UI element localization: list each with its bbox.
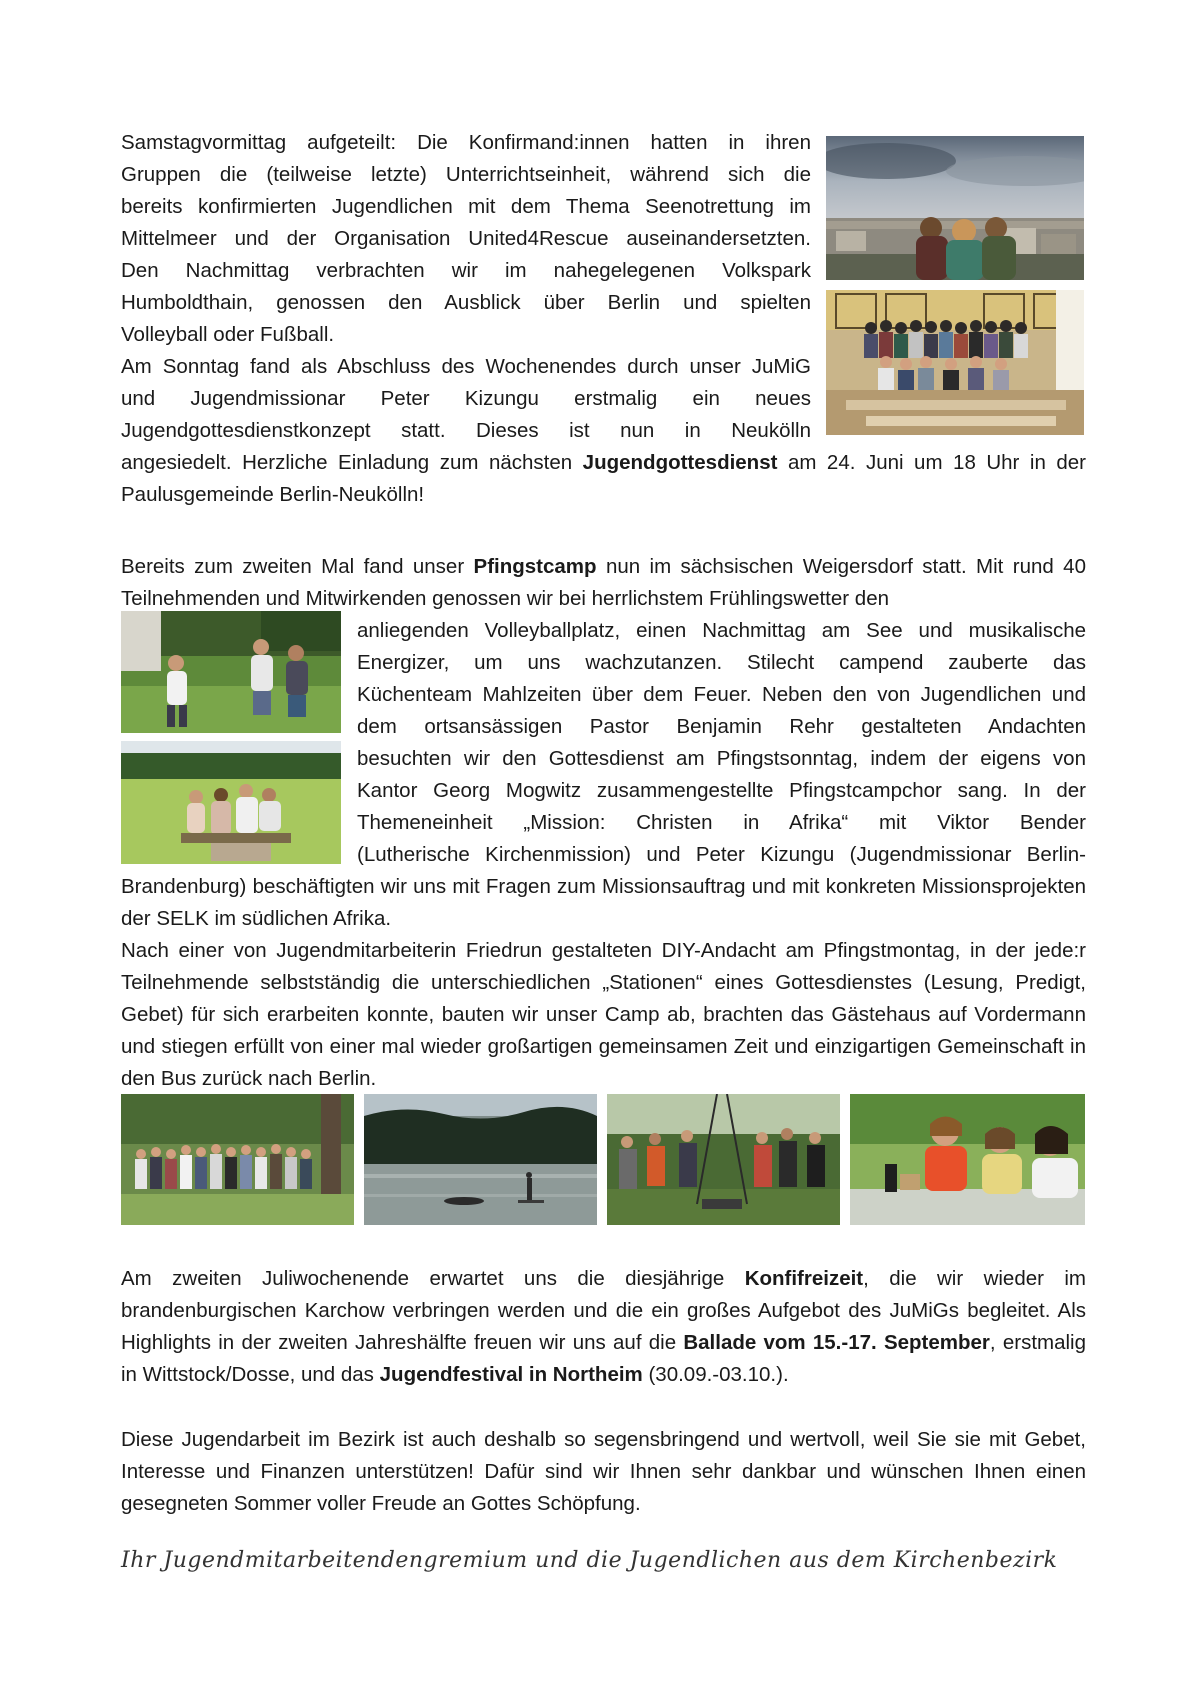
section-outlook [121,1263,1086,1391]
ballade-highlight: Ballade vom 15.-17. September [683,1331,990,1354]
photo-campfire-cooking [607,1094,840,1225]
wrapped-text-block [121,127,811,447]
paragraph: Nach einer von Jugendmitarbeiterin Friedrun gestalteten DIY-Andacht am Pfingstmontag, in der jede:r Teilnehmende selbstständig die unterschiedlichen „Stationen“ eines Gottesdienstes (Lesung, Predigt, Gebet) für sich erarbeiten konnte, bauten wir unser Camp ab, brachten das Gästehaus auf Vordermann und stiegen erfüllt von einer mal wieder großartigen gemeinsamen Zeit und einzigartigen Gemeinschaft in den Bus zurück nach Berlin. [121,939,1086,1090]
text-line: Humboldthain, genossen den Ausblick über Berlin und spielten [121,291,811,314]
text-line: Themeneinheit „Mission: Christen in Afrika“ mit Viktor Bender [357,811,1086,834]
text-line: Gruppen die (teilweise letzte) Unterrichtseinheit, während sich die [121,163,811,186]
text-line: Jugendgottesdienstkonzept statt. Dieses ist nun in Neukölln [121,419,811,442]
text-line: Kantor Georg Mogwitz zusammengestellte Pfingstcampchor sang. In der [357,779,1086,802]
text-line: Am Sonntag fand als Abschluss des Wochenendes durch unser JuMiG [121,355,811,378]
photo-kitchen-team [850,1094,1085,1225]
konfifreizeit-highlight: Konfifreizeit [744,1267,864,1290]
photo-group-church [826,290,1084,435]
photo-lake-paddle [364,1094,597,1225]
text-line: besuchten wir den Gottesdienst am Pfingstsonntag, indem der eigens von [357,747,1086,770]
section-thanks [121,1424,1086,1520]
pfingstcamp-highlight: Pfingstcamp [473,555,597,578]
photo-berlin-view [826,136,1084,280]
jugendgottesdienst-highlight: Jugendgottesdienst [582,451,778,474]
text-line: und Jugendmissionar Peter Kizungu erstmalig ein neues [121,387,811,410]
text-line: anliegenden Volleyballplatz, einen Nachmittag am See und musikalische [357,619,1086,642]
jugendfestival-highlight: Jugendfestival in Northeim [379,1363,643,1386]
signature: Ihr Jugendmitarbeitendengremium und die Jugendlichen aus dem Kirchenbezirk [121,1548,1058,1573]
pfingstcamp-intro: Bereits zum zweiten Mal fand unser Pfingstcamp nun im sächsischen Weigersdorf statt. Mit rund 40 Teilnehmenden und Mitwirkenden genossen wir bei herrlichstem Frühlingswetter den [121,555,1086,610]
photo-volleyball [121,611,341,733]
text-line: (Lutherische Kirchenmission) und Peter Kizungu (Jugendmissionar Berlin- [357,843,1086,866]
text-line: bereits konfirmierten Jugendlichen mit dem Thema Seenotrettung im [121,195,811,218]
paragraph: Brandenburg) beschäftigten wir uns mit Fragen zum Missionsauftrag und mit konkreten Missionsprojekten der SELK im südlichen Afrika. [121,875,1086,930]
text-line: Samstagvormittag aufgeteilt: Die Konfirmand:innen hatten in ihren [121,131,811,154]
thanks-paragraph: Diese Jugendarbeit im Bezirk ist auch deshalb so segensbringend und wertvoll, weil Sie sie mit Gebet, Interesse und Finanzen unterstützen! Dafür sind wir Ihnen sehr dankbar und wünschen Ihnen einen gesegneten Sommer voller Freude an Gottes Schöpfung. [121,1428,1086,1515]
text-line: Volleyball oder Fußball. [121,323,335,346]
text-line: Küchenteam Mahlzeiten über dem Feuer. Neben den von Jugendlichen und [357,683,1086,706]
text-line: dem ortsansässigen Pastor Benjamin Rehr gestalteten Andachten [357,715,1086,738]
text-line: Den Nachmittag verbrachten wir im nahegelegenen Volkspark [121,259,811,282]
text-line: Energizer, um uns wachzutanzen. Stilecht campend zauberte das [357,651,1086,674]
text-line: Mittelmeer und der Organisation United4Rescue auseinandersetzten. [121,227,811,250]
photo-camp-group [121,1094,354,1225]
photo-meadow-group [121,741,341,864]
outlook-paragraph: Am zweiten Juliwochenende erwartet uns die diesjährige Konfifreizeit, die wir wieder im brandenburgischen Karchow verbringen werden und die ein großes Aufgebot des JuMiGs begleitet. Als Highlights in der zweiten Jahreshälfte freuen wir uns auf die Ballade vom 15.-17. September, erstmalig in Wittstock/Dosse, und das Jugendfestival in Northeim (30.09.-03.10.). [121,1267,1086,1386]
full-width-paragraph: angesiedelt. Herzliche Einladung zum nächsten Jugendgottesdienst am 24. Juni um 18 Uhr in der Paulusgemeinde Berlin-Neukölln! [121,451,1086,506]
wrapped-text-block [357,615,1086,871]
